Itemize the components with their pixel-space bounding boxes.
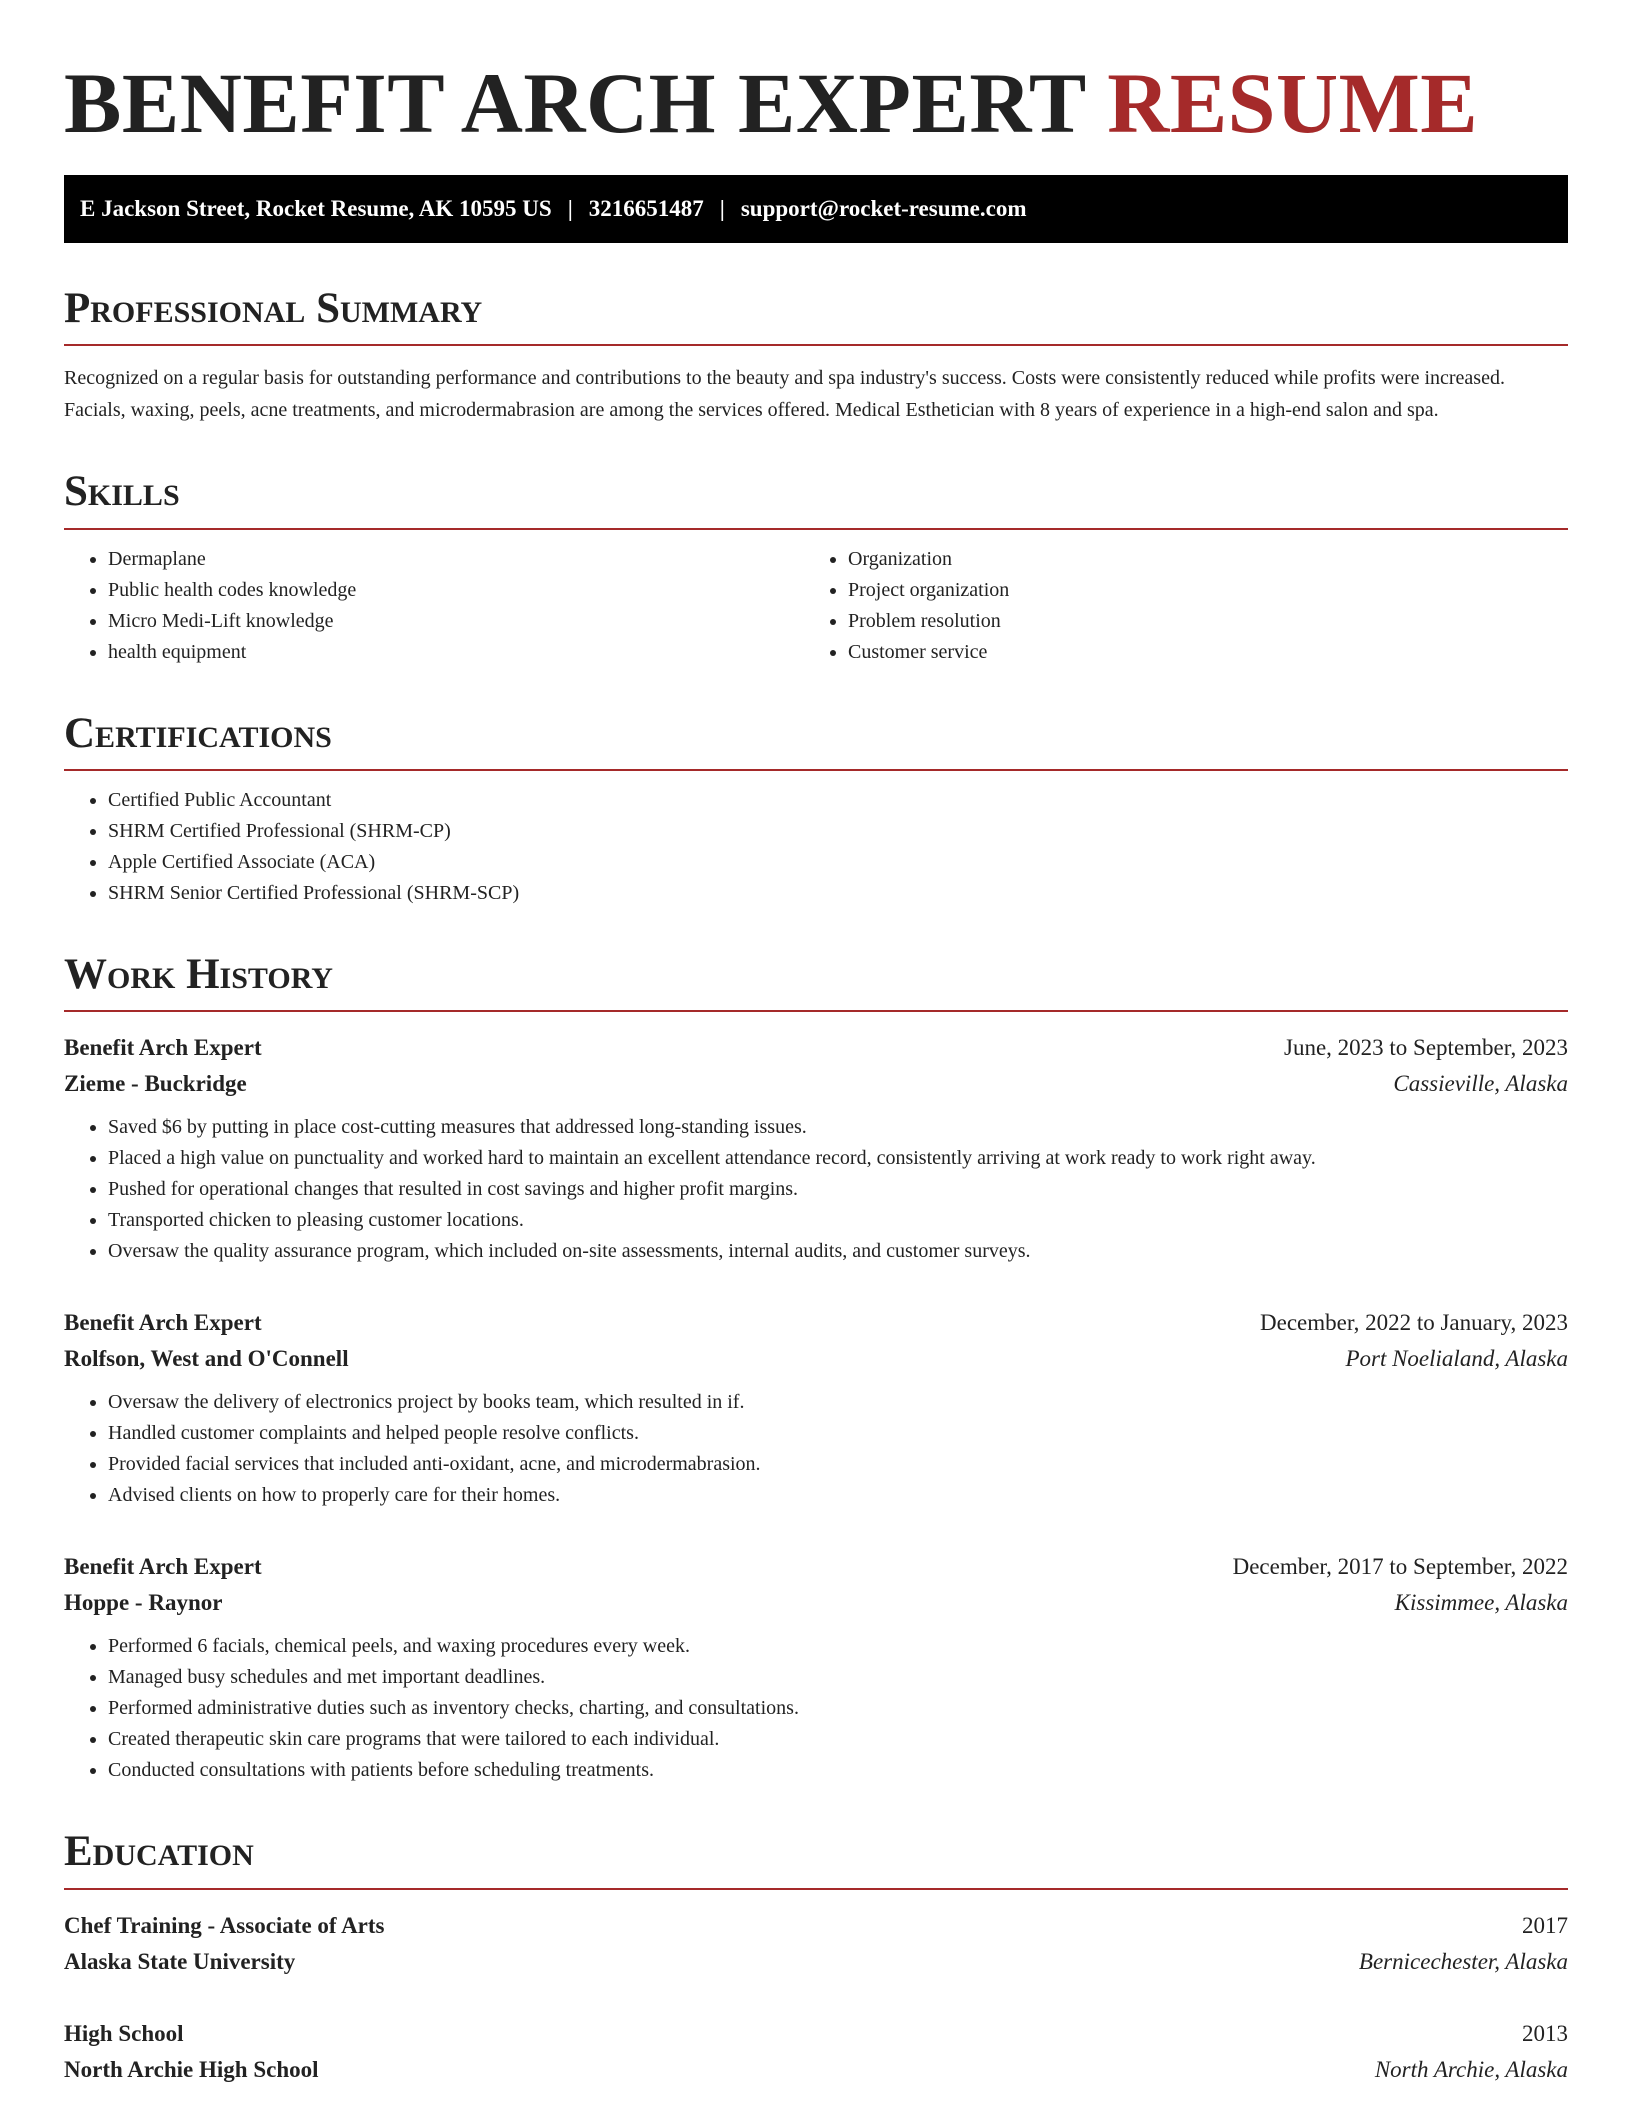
job-duty: • Created therapeutic skin care programs that were tailored to each individual. <box>108 1724 1568 1755</box>
job-title: Benefit Arch Expert <box>64 1035 262 1061</box>
job-duty: • Oversaw the delivery of electronics project by books team, which resulted in if. <box>108 1387 1568 1418</box>
job-dates: June, 2023 to September, 2023 <box>1284 1035 1568 1061</box>
section-heading-summary: Professional Summary <box>64 285 1568 346</box>
resume-title <box>64 52 1568 155</box>
job-duties-list <box>64 1631 1568 1786</box>
job-duty: • Oversaw the quality assurance program, which included on-site assessments, internal audits, and customer surveys. <box>108 1236 1568 1267</box>
job-duties-list <box>64 1387 1568 1511</box>
summary-text: Recognized on a regular basis for outstanding performance and contributions to the beauty and spa industry's success. Costs were consistently reduced while profits were increased. Facials, waxing, peels, acne treatments, and microdermabrasion are among the services offered. Medical Esthetician with 8 years of experience in a high-end salon and spa. <box>64 367 1505 422</box>
job-title: Benefit Arch Expert <box>64 1310 262 1336</box>
skill-item: • Problem resolution <box>848 606 1544 637</box>
section-heading-certifications: Certifications <box>64 710 1568 771</box>
skill-item: • Customer service <box>848 637 1544 668</box>
job-duty: • Placed a high value on punctuality and worked hard to maintain an excellent attendance record, consistently arriving at work ready to work right away. <box>108 1143 1568 1174</box>
skill-item: • Organization <box>848 544 1544 575</box>
job-entry <box>64 1305 1568 1511</box>
section-heading-work-history: Work History <box>64 951 1568 1012</box>
skill-item: • Project organization <box>848 575 1544 606</box>
job-duty: • Handled customer complaints and helped people resolve conflicts. <box>108 1418 1568 1449</box>
job-duty: • Performed 6 facials, chemical peels, and waxing procedures every week. <box>108 1631 1568 1662</box>
contact-bar <box>64 175 1568 243</box>
job-title: Benefit Arch Expert <box>64 1554 262 1580</box>
education-degree: Chef Training - Associate of Arts <box>64 1912 385 1938</box>
contact-email: support@rocket-resume.com <box>740 196 1027 222</box>
certification-item: • SHRM Senior Certified Professional (SHRM-SCP) <box>108 878 1568 909</box>
job-duty: • Performed administrative duties such as inventory checks, charting, and consultations. <box>108 1693 1568 1724</box>
skills-list-right <box>804 544 1544 668</box>
education-degree: High School <box>64 2020 184 2046</box>
skill-item: • Public health codes knowledge <box>108 575 804 606</box>
skill-item: • health equipment <box>108 637 804 668</box>
education-location: Bernicechester, Alaska <box>1358 1948 1568 1974</box>
job-duty: • Provided facial services that included anti-oxidant, acne, and microdermabrasion. <box>108 1449 1568 1480</box>
job-duty: • Conducted consultations with patients before scheduling treatments. <box>108 1755 1568 1786</box>
job-dates: December, 2022 to January, 2023 <box>1260 1310 1568 1336</box>
skills-list-left <box>64 544 804 668</box>
education-school: Alaska State University <box>64 1948 296 1974</box>
job-location: Kissimmee, Alaska <box>1394 1590 1568 1616</box>
job-duties-list <box>64 1112 1568 1267</box>
job-entry <box>64 1549 1568 1786</box>
skills-grid <box>64 544 1568 668</box>
education-entry <box>64 2016 1568 2088</box>
contact-phone: 3216651487 <box>588 196 704 222</box>
education-year: 2013 <box>1522 2020 1568 2046</box>
section-heading-skills: Skills <box>64 468 1568 529</box>
contact-address: E Jackson Street, Rocket Resume, AK 10595 US <box>80 196 552 222</box>
job-company: Hoppe - Raynor <box>64 1590 223 1616</box>
certification-item: • Apple Certified Associate (ACA) <box>108 847 1568 878</box>
job-company: Zieme - Buckridge <box>64 1071 247 1097</box>
skill-item: • Micro Medi-Lift knowledge <box>108 606 804 637</box>
education-location: North Archie, Alaska <box>1374 2056 1568 2082</box>
skill-item: • Dermaplane <box>108 544 804 575</box>
job-duty: • Transported chicken to pleasing customer locations. <box>108 1205 1568 1236</box>
certification-item: • Certified Public Accountant <box>108 785 1568 816</box>
title-accent: RESUME <box>1107 55 1479 151</box>
education-school: North Archie High School <box>64 2056 319 2082</box>
contact-separator: | <box>719 196 725 222</box>
certifications-list <box>64 785 1568 909</box>
title-main: BENEFIT ARCH EXPERT <box>64 55 1086 151</box>
job-duty: • Saved $6 by putting in place cost-cutting measures that addressed long-standing issues. <box>108 1112 1568 1143</box>
education-year: 2017 <box>1522 1912 1568 1938</box>
job-entry <box>64 1030 1568 1267</box>
education-entry <box>64 1908 1568 1980</box>
certification-item: • SHRM Certified Professional (SHRM-CP) <box>108 816 1568 847</box>
job-location: Cassieville, Alaska <box>1393 1071 1568 1097</box>
job-location: Port Noelialand, Alaska <box>1345 1346 1568 1372</box>
job-company: Rolfson, West and O'Connell <box>64 1346 349 1372</box>
job-dates: December, 2017 to September, 2022 <box>1232 1554 1568 1580</box>
resume-page <box>64 0 1568 2088</box>
job-duty: • Pushed for operational changes that resulted in cost savings and higher profit margins. <box>108 1174 1568 1205</box>
job-duty: • Advised clients on how to properly care for their homes. <box>108 1480 1568 1511</box>
contact-separator: | <box>567 196 573 222</box>
job-duty: • Managed busy schedules and met important deadlines. <box>108 1662 1568 1693</box>
section-heading-education: Education <box>64 1828 1568 1889</box>
